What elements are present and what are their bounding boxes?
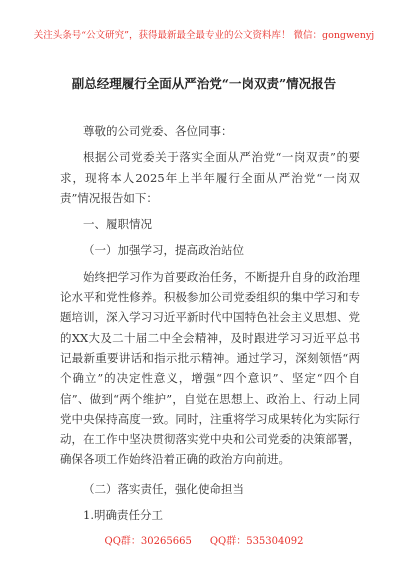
- salutation: 尊敬的公司党委、各位同事：: [83, 124, 233, 138]
- body-paragraph-1: 始终把学习作为首要政治任务，不断提升自身的政治理论水平和党性修养。积极参加公司党委组织的集中学习和专题培训，深入学习习近平新时代中国特色社会主义思想、党的XX大及二十届二中全会精神，及时跟进学习习近平总书记最新重要讲话和指示批示精神。通过学习，深刻领悟“两个确立”的决定性意义，增强“四个意识”、坚定“四个自信”、做到“两个维护”，自觉在思想上、政治上、行动上同党中央保持高度一致。同时，注重将学习成果转化为实际行动，在工作中坚决贯彻落实党中央和公司党委的决策部署，确保各项工作始终沿着正确的政治方向前进。: [60, 269, 360, 467]
- document-body: [60, 121, 360, 525]
- document-title: 副总经理履行全面从严治党“一岗双责”情况报告: [71, 76, 337, 91]
- subsection-heading-1: （一）加强学习，提高政治站位: [83, 243, 244, 258]
- header-banner: 关注头条号“公文研究”，获得最新最全最专业的公文资料库！ 微信：gongwenyj: [33, 30, 375, 41]
- list-item-heading-1: 1.明确责任分工: [83, 508, 163, 523]
- subsection-heading-2: （二）落实责任，强化使命担当: [83, 481, 244, 496]
- footer-qq-group-2: QQ群：535304092: [209, 536, 304, 547]
- section-heading-1: 一、履职情况: [83, 217, 152, 232]
- intro-paragraph: 根据公司党委关于落实全面从严治党“一岗双责”的要求，现将本人2025年上半年履行全面从严治党“一岗双责”情况报告如下：: [60, 150, 360, 205]
- footer-qq-group-1: QQ群：30265665: [104, 536, 192, 547]
- footer-qq-groups: [0, 532, 408, 547]
